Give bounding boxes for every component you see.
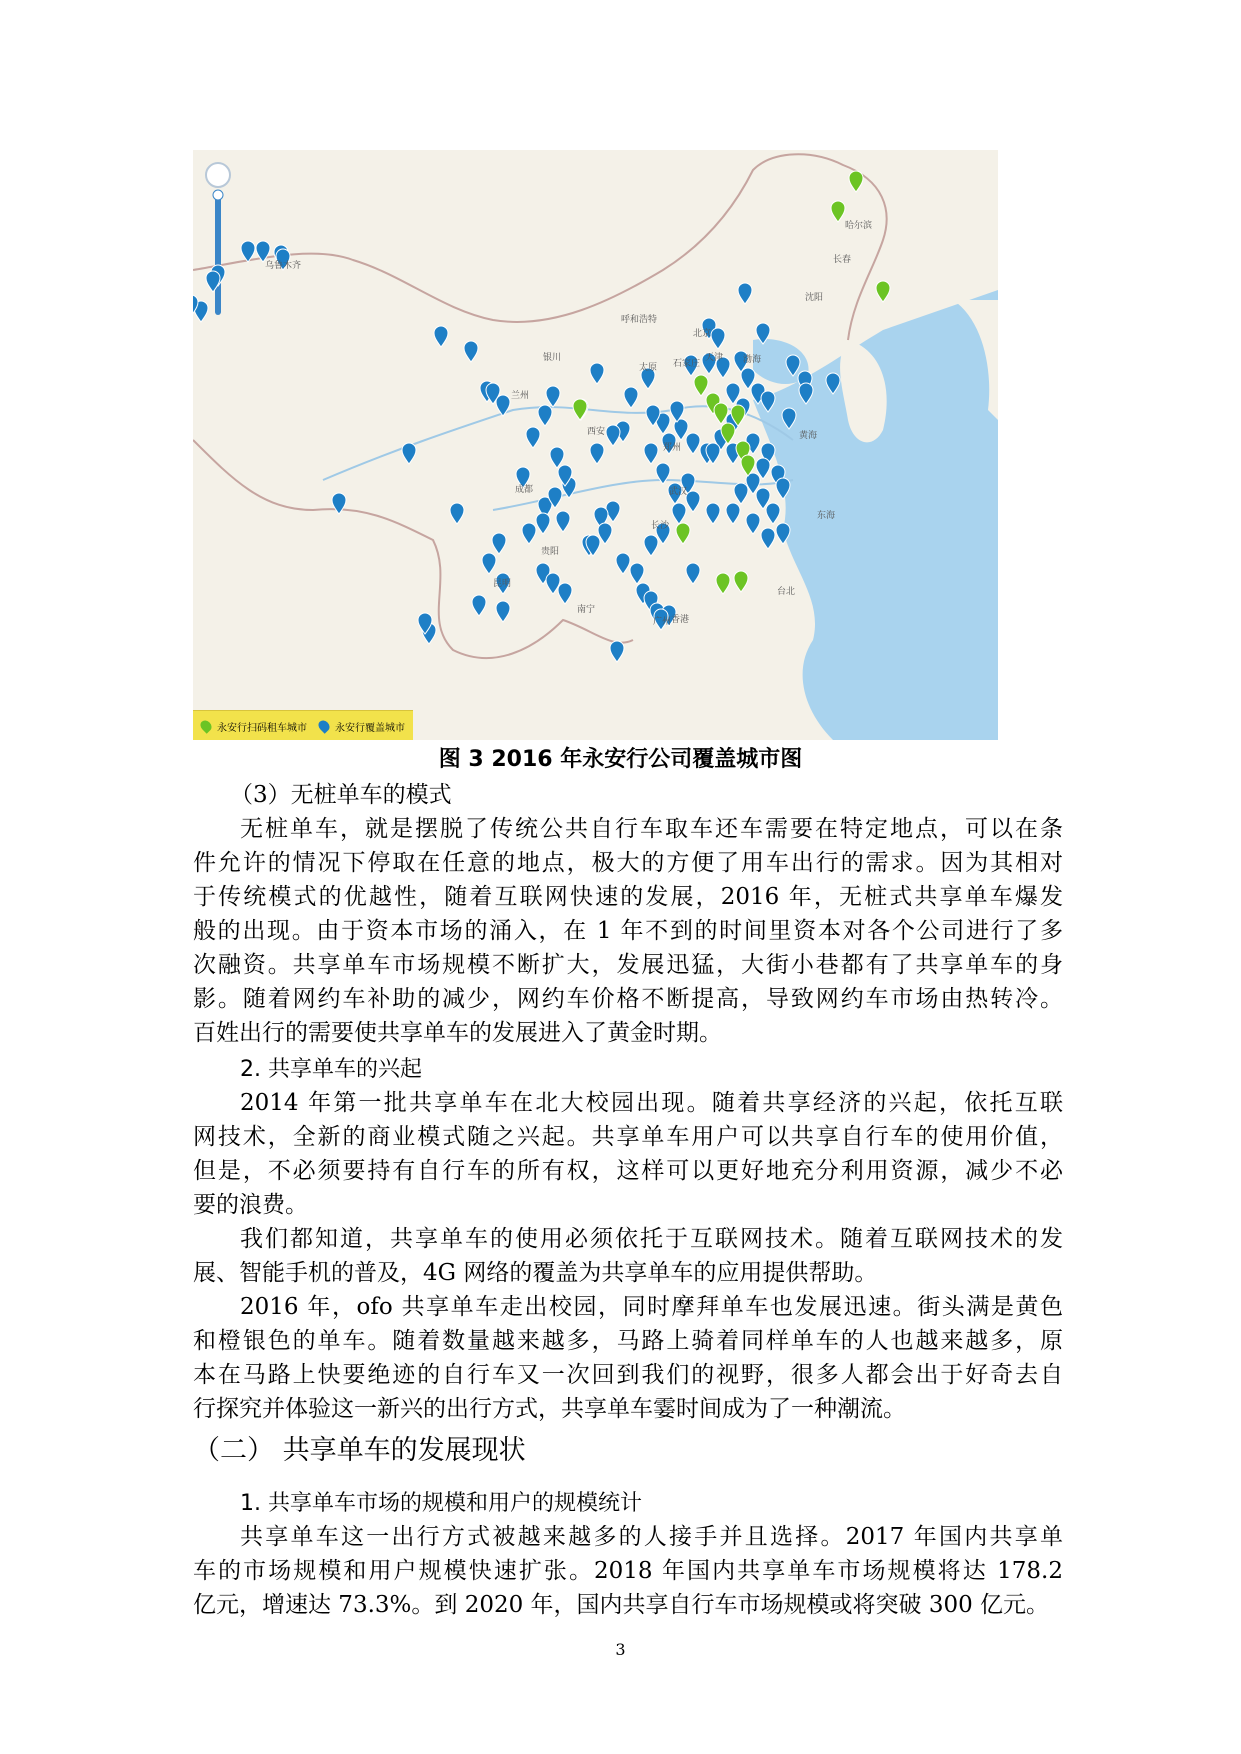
section-heading: 1. 共享单车市场的规模和用户的规模统计 — [240, 1491, 642, 1516]
map-place-label: 长沙 — [651, 521, 670, 531]
legend-green-label: 永安行扫码租车城市 — [217, 722, 307, 734]
map-place-label: 呼和浩特 — [621, 315, 658, 325]
paragraph-line: 亿元，增速达 73.3%。到 2020 年，国内共享自行车市场规模或将突破 300 亿元。 — [193, 1592, 1050, 1618]
paragraph-line: 件允许的情况下停取在任意的地点，极大的方便了用车出行的需求。因为其相对 — [193, 850, 1063, 876]
paragraph-line: 和橙银色的单车。随着数量越来越多，马路上骑着同样单车的人也越来越多，原 — [193, 1328, 1063, 1354]
map-place-label: 贵阳 — [541, 547, 560, 557]
chapter-heading: （二） 共享单车的发展现状 — [193, 1435, 526, 1466]
map-place-label: 哈尔滨 — [845, 221, 873, 231]
map-place-label: 长春 — [833, 255, 852, 265]
paragraph-line: 但是，不必须要持有自行车的所有权，这样可以更好地充分利用资源，减少不必 — [193, 1158, 1063, 1184]
subsection-title: （3）无桩单车的模式 — [230, 782, 452, 808]
map-place-label: 台北 — [777, 587, 796, 597]
paragraph-line: 于传统模式的优越性，随着互联网快速的发展，2016 年，无桩式共享单车爆发 — [193, 884, 1063, 910]
map-place-label: 广州 — [653, 617, 672, 627]
map-place-label: 银川 — [543, 353, 562, 363]
paragraph-line: 车的市场规模和用户规模快速扩张。2018 年国内共享单车市场规模将达 178.2 — [193, 1558, 1063, 1584]
paragraph-line: 般的出现。由于资本市场的涌入，在 1 年不到的时间里资本对各个公司进行了多 — [193, 918, 1063, 944]
paragraph-line: 次融资。共享单车市场规模不断扩大，发展迅猛，大街小巷都有了共享单车的身 — [193, 952, 1063, 978]
map-place-label: 太原 — [639, 363, 658, 373]
map-place-label: 黄海 — [799, 431, 818, 441]
section-heading: 2. 共享单车的兴起 — [240, 1057, 422, 1082]
map-place-label: 沈阳 — [805, 293, 824, 303]
map-place-label: 香港 — [671, 615, 690, 625]
paragraph-line: 共享单车这一出行方式被越来越多的人接手并且选择。2017 年国内共享单 — [240, 1524, 1063, 1550]
blue-marker-icon — [316, 718, 332, 734]
paragraph-line: 要的浪费。 — [193, 1192, 308, 1218]
map-place-label: 渤海 — [743, 355, 762, 365]
page-number: 3 — [615, 1640, 626, 1659]
map-place-label: 石家庄 — [673, 359, 701, 369]
paragraph-line: 无桩单车，就是摆脱了传统公共自行车取车还车需要在特定地点，可以在条 — [240, 816, 1063, 842]
paragraph-line: 2014 年第一批共享单车在北大校园出现。随着共享经济的兴起，依托互联 — [240, 1090, 1063, 1116]
map-place-label: 乌鲁木齐 — [265, 261, 302, 271]
paragraph-line: 我们都知道，共享单车的使用必须依托于互联网技术。随着互联网技术的发 — [240, 1226, 1063, 1252]
paragraph-line: 网技术，全新的商业模式随之兴起。共享单车用户可以共享自行车的使用价值， — [193, 1124, 1063, 1150]
figure-caption: 图 3 2016 年永安行公司覆盖城市图 — [438, 747, 803, 772]
paragraph-line: 行探究并体验这一新兴的出行方式，共享单车霎时间成为了一种潮流。 — [193, 1396, 906, 1422]
legend-blue-label: 永安行覆盖城市 — [335, 722, 405, 734]
map-place-label: 武汉 — [669, 487, 688, 497]
paragraph-line: 展、智能手机的普及，4G 网络的覆盖为共享单车的应用提供帮助。 — [193, 1260, 878, 1286]
paragraph-line: 影。随着网约车补助的减少，网约车价格不断提高，导致网约车市场由热转冷。 — [193, 986, 1063, 1012]
map-place-label: 成都 — [515, 485, 534, 495]
map-place-label: 郑州 — [663, 443, 682, 453]
map-place-label: 北京 — [693, 329, 712, 339]
coverage-map — [193, 150, 998, 740]
map-place-label: 天津 — [705, 353, 724, 363]
paragraph-line: 本在马路上快要绝迹的自行车又一次回到我们的视野，很多人都会出于好奇去自 — [193, 1362, 1063, 1388]
map-place-label: 东海 — [817, 511, 836, 521]
map-legend — [193, 710, 413, 740]
map-place-label: 昆明 — [493, 579, 512, 589]
map-canvas — [193, 150, 998, 740]
paragraph-line: 2016 年，ofo 共享单车走出校园，同时摩拜单车也发展迅速。街头满是黄色 — [240, 1294, 1063, 1320]
paragraph-line: 百姓出行的需要使共享单车的发展进入了黄金时期。 — [193, 1020, 722, 1046]
map-place-label: 兰州 — [511, 391, 530, 401]
map-place-label: 南宁 — [577, 605, 596, 615]
green-marker-icon — [198, 718, 214, 734]
map-place-label: 西安 — [587, 427, 606, 437]
